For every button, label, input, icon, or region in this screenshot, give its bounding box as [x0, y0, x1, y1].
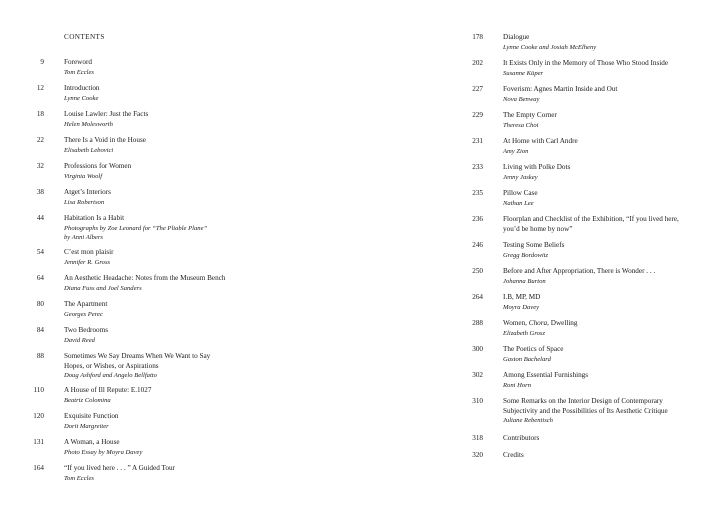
toc-title: A Woman, a House	[64, 438, 120, 446]
toc-page-number: 235	[472, 189, 483, 197]
toc-entry-body	[503, 345, 713, 364]
toc-title: It Exists Only in the Memory of Those Who Stood Inside	[503, 59, 669, 67]
toc-page-number: 32	[36, 162, 44, 170]
toc-title: Before and After Appropriation, There is Wonder . . .	[503, 267, 656, 275]
toc-author: Tom Eccles	[64, 474, 94, 482]
toc-entry-body	[503, 293, 713, 312]
toc-entry-body	[64, 136, 264, 155]
toc-entry-body	[64, 300, 264, 319]
toc-page-number: 64	[36, 274, 44, 282]
toc-title-continued: you’d be home by now”	[503, 224, 573, 233]
toc-entry-body	[64, 58, 264, 77]
toc-author: Susanne Küper	[503, 69, 544, 77]
toc-title: Living with Polke Dots	[503, 163, 571, 171]
toc-entry-body	[64, 188, 264, 207]
toc-entry-body	[64, 352, 264, 381]
toc-title: Floorplan and Checklist of the Exhibition, “If you lived here,	[503, 215, 679, 223]
toc-title: Habitation Is a Habit	[64, 214, 125, 222]
toc-entry-body	[503, 59, 713, 78]
toc-author: Photo Essay by Moyra Davey	[64, 448, 143, 456]
toc-author: Lynne Cooke and Josiah McElheny	[503, 43, 597, 51]
toc-entry-body	[64, 438, 264, 457]
toc-page-number: 110	[33, 386, 44, 394]
toc-author: Georges Perec	[64, 310, 103, 318]
toc-page-number: 44	[36, 214, 44, 222]
toc-page-number: 318	[472, 434, 483, 442]
toc-entry-body	[64, 214, 264, 243]
contents-heading: CONTENTS	[64, 33, 105, 41]
toc-author: Gregg Bordowitz	[503, 251, 549, 259]
toc-author: Nova Benway	[503, 95, 540, 103]
toc-title: C’est mon plaisir	[64, 248, 114, 256]
toc-title: Pillow Case	[503, 189, 538, 197]
toc-page-number: 233	[472, 163, 483, 171]
toc-entry-body	[503, 163, 713, 182]
toc-author: Moyra Davey	[503, 303, 540, 311]
toc-title: Sometimes We Say Dreams When We Want to Say	[64, 352, 211, 360]
toc-page-number: 246	[472, 241, 483, 249]
toc-page-number: 250	[472, 267, 483, 275]
toc-title: Women, Chora, Dwelling	[503, 319, 578, 327]
toc-author: Helen Molesworth	[64, 120, 113, 128]
toc-title: There Is a Void in the House	[64, 136, 146, 144]
toc-author: Elizabeth Grosz	[503, 329, 546, 337]
toc-title: Two Bedrooms	[64, 326, 109, 334]
toc-author: Gaston Bachelard	[503, 355, 551, 363]
toc-title-continued: Subjectivity and the Possibilities of Its Aesthetic Critique	[503, 406, 668, 415]
toc-entry-body	[64, 162, 264, 181]
toc-author: Photographs by Zoe Leonard for “The Pliable Plane”	[64, 224, 208, 232]
toc-entry-body	[64, 386, 264, 405]
toc-page-number: 84	[36, 326, 44, 334]
toc-entry-body	[64, 110, 264, 129]
toc-entry-body	[503, 85, 713, 104]
toc-entry-body	[503, 111, 713, 130]
toc-title: Atget’s Interiors	[64, 188, 111, 196]
toc-page-number: 80	[36, 300, 44, 308]
toc-page-number: 88	[36, 352, 44, 360]
toc-page-number: 38	[36, 188, 44, 196]
toc-page-number: 18	[36, 110, 44, 118]
toc-entry-body	[503, 397, 713, 426]
toc-entry-body	[64, 274, 264, 293]
toc-title: Credits	[503, 451, 524, 459]
toc-entry-body	[503, 371, 713, 390]
toc-title: Contributors	[503, 434, 540, 442]
toc-author: Tom Eccles	[64, 68, 94, 76]
toc-title: Introduction	[64, 84, 100, 92]
toc-title: The Empty Corner	[503, 111, 557, 119]
toc-author: Juliane Rebentisch	[503, 417, 553, 425]
toc-author: Doug Ashford and Angelo Bellfatto	[64, 372, 157, 380]
toc-author: Virginia Woolf	[64, 172, 103, 180]
toc-title: Foverism: Agnes Martin Inside and Out	[503, 85, 618, 93]
toc-entry-body	[64, 326, 264, 345]
toc-page-number: 229	[472, 111, 483, 119]
toc-entry-body	[64, 412, 264, 431]
toc-page-number: 12	[36, 84, 44, 92]
toc-entry-body	[503, 267, 713, 286]
toc-author: Diana Fuss and Joel Sanders	[64, 284, 142, 292]
toc-entry-body	[503, 215, 713, 234]
toc-entry-body	[503, 241, 713, 260]
toc-entry-body	[503, 319, 713, 338]
toc-author: Theresa Choi	[503, 121, 539, 129]
toc-page-number: 54	[36, 248, 44, 256]
toc-page-number: 302	[472, 371, 483, 379]
toc-title: Foreword	[64, 58, 92, 66]
toc-entry-body	[64, 84, 264, 103]
toc-author: Nathan Lee	[503, 199, 534, 207]
toc-title: Professions for Women	[64, 162, 132, 170]
toc-title: The Apartment	[64, 300, 108, 308]
toc-page-number: 9	[40, 58, 44, 66]
toc-entry-body	[503, 137, 713, 156]
toc-page-number: 178	[472, 33, 483, 41]
toc-author: Beatriz Colomina	[64, 396, 111, 404]
toc-author: Jennifer R. Gross	[64, 258, 111, 266]
toc-entry-body	[503, 189, 713, 208]
toc-page-number: 236	[472, 215, 483, 223]
toc-author: Elisabeth Lebovici	[64, 146, 114, 154]
toc-page-number: 310	[472, 397, 483, 405]
toc-author: Johanna Burton	[503, 277, 546, 285]
toc-page-number: 264	[472, 293, 483, 301]
toc-title: Dialogue	[503, 33, 530, 41]
toc-title: Testing Some Beliefs	[503, 241, 565, 249]
toc-page-number: 320	[472, 451, 483, 459]
toc-page-number: 164	[33, 464, 44, 472]
toc-title: A House of Ill Repute: E.1027	[64, 386, 152, 394]
toc-title: I.B, MP, MD	[503, 293, 541, 301]
toc-entry-body	[64, 248, 264, 267]
toc-page-number: 227	[472, 85, 483, 93]
toc-title: An Aesthetic Headache: Notes from the Museum Bench	[64, 274, 226, 282]
toc-title: “If you lived here . . . ” A Guided Tour	[64, 464, 175, 472]
toc-page-number: 22	[36, 136, 44, 144]
toc-author: David Reed	[64, 336, 95, 344]
toc-entry-body	[503, 451, 713, 461]
toc-page-number: 231	[472, 137, 483, 145]
toc-title: Exquisite Function	[64, 412, 119, 420]
toc-title: Louise Lawler: Just the Facts	[64, 110, 149, 118]
toc-author: Dorit Margreiter	[64, 422, 109, 430]
toc-title: Some Remarks on the Interior Design of Contemporary	[503, 397, 663, 405]
toc-author: by Anni Albers	[64, 234, 103, 242]
toc-page-number: 131	[33, 438, 44, 446]
toc-title: Among Essential Furnishings	[503, 371, 589, 379]
toc-author: Lynne Cooke	[64, 94, 99, 102]
toc-entry-body	[503, 33, 713, 52]
toc-page-number: 202	[472, 59, 483, 67]
toc-author: Jenny Jaskey	[503, 173, 538, 181]
toc-entry-body	[64, 464, 264, 483]
toc-title-continued: Hopes, or Wishes, or Aspirations	[64, 361, 159, 370]
toc-author: Lisa Robertson	[64, 198, 105, 206]
toc-title: The Poetics of Space	[503, 345, 564, 353]
toc-author: Roni Horn	[503, 381, 532, 389]
toc-title: At Home with Carl Andre	[503, 137, 578, 145]
toc-author: Amy Zion	[503, 147, 529, 155]
toc-entry-body	[503, 434, 713, 444]
toc-page-number: 300	[472, 345, 483, 353]
toc-page-number: 288	[472, 319, 483, 327]
toc-page-number: 120	[33, 412, 44, 420]
